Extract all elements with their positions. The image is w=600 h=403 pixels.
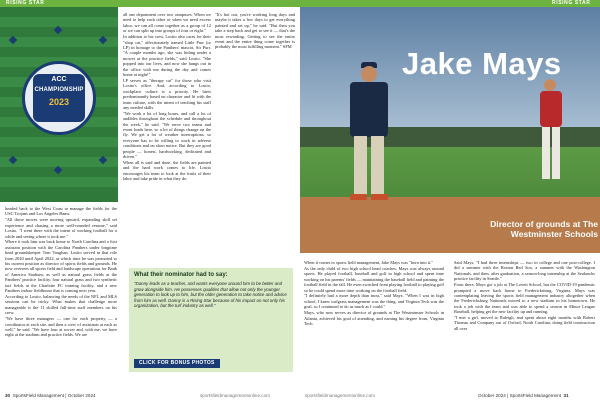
hero-name: Jake Mays bbox=[402, 46, 562, 81]
right-column-a bbox=[304, 260, 444, 327]
jake-mays-photo bbox=[300, 7, 600, 253]
footer-right bbox=[478, 393, 569, 398]
paragraph: According to Losito, balancing the needs of the NFL and MLS sessions can be tricky. What makes that challenge more manageable is the 11 skilled full-time staff members on his crew. bbox=[5, 294, 117, 316]
paragraph: headed back to the West Coast to manage the fields for the USC Trojans and Los Angeles Rams. bbox=[5, 206, 117, 217]
paragraph: Said Mays, "I had three internships — two in college and one post-college. I did a summer with the Boston Red Sox, a summer with the Washington Nationals, and then, after graduation, a season-long internship at the Seahawks practice facility in Seattle." bbox=[454, 260, 595, 282]
left-column-c bbox=[215, 12, 295, 50]
footer-url-left[interactable]: sportsfieldmanagementonline.com bbox=[200, 393, 270, 398]
right-column-b bbox=[454, 260, 595, 332]
nominator-title: What their nominator had to say: bbox=[134, 272, 228, 278]
left-column-b bbox=[123, 12, 211, 182]
paragraph: "It's hot out, you're working long days and maybe it takes a few days to get everything painted and set up," he said. "But then you take a step back and get to see it — that's the most rewarding. Getting to see the entire event and the entire thing come together is probably the most fulfilling moment." SFM bbox=[215, 12, 295, 50]
paragraph: Where it took him was back home to North Carolina and a first assistant position with the Carolina Panthers under longtime head groundskeeper Tom Vaughan. Losito served in that role from 2020 until April 2022, at which time he was promoted to his current position as director of sports fields and grounds. He now oversees all sports field and landscape operations for Bank of America Stadium, as well as natural grass fields at the Panthers' practice facility, four natural grass and two synthetic turf fields at the Charlotte FC training facility, and a new Panthers indoor fieldhouse that is coming next year. bbox=[5, 239, 117, 294]
footer-left bbox=[5, 393, 96, 398]
paragraph: "We have three managers — one for each property — a coordinator at each site, and then a crew of assistants at each as well," he said. "We have four at soccer and, with me, we have eight at the stadium and practice fields. We are bbox=[5, 316, 117, 338]
paragraph: From there, Mays got a job at The Lovett School, but the COVID-19 pandemic prompted a move back home to Fredericksburg, Virginia. Mays was contemplating leaving the sports field management industry altogether when the Fredericksburg Nationals moved to a new stadium in his hometown. He took a job with the team and was able to spend a season in Minor League Baseball, helping get the new facility up and running. bbox=[454, 282, 595, 315]
acc-championship-logo bbox=[22, 61, 96, 135]
page-number-left: 30 bbox=[5, 393, 11, 398]
paragraph: "All those moves were moving upward, expanding skill set experience and chasing a more well-rounded resume," said Losito. "I went there with the intent of working football for a while and seeing where it took me." bbox=[5, 217, 117, 239]
magazine-name-left: SportsField Management | October 2024 bbox=[12, 393, 96, 398]
paragraph: "I met a girl, moved to Raleigh, and spent about eight months with Robert Thomas and Company out of Oxford, North Carolina, doing field construction all over bbox=[454, 315, 595, 331]
magazine-name-right: October 2024 | SportsField Management bbox=[478, 393, 561, 398]
logo-year-text: 2023 bbox=[48, 97, 70, 107]
left-column-a bbox=[5, 206, 117, 338]
section-label-right: RISING STAR bbox=[552, 0, 591, 6]
nominator-box bbox=[129, 268, 293, 372]
nominator-quote: "Danny leads as a teacher, and wants everyone around him to be better and grow alongside him. He possesses qualities that allow not only the younger generation to look up to him, but the older generation to take notice and advice from him as well. Danny is a Rising Star because of his impact on not only his organization, but the turf industry as well." bbox=[134, 281, 287, 309]
championship-logo-photo bbox=[0, 7, 118, 202]
logo-acc-text: ACC bbox=[51, 76, 67, 83]
paragraph: When all is said and done, the fields are painted and the hard work comes to life. Losito encourages his team to look at the fruits of their labor and take pride in what they do. bbox=[123, 159, 211, 182]
paragraph: LP serves as "therapy cat" for those who visit Losito's office. And, according to Losito, workplace culture is a priority. He hires predominantly based on character and fit with the team culture, with the intent of teaching his staff any needed skills. bbox=[123, 77, 211, 110]
paragraph: "I definitely had a more depth than most," said Mays. "When I was in high school, I knew turfgrass management was the thing, and Virginia Tech was the goal, so I continued to do as much as I could." bbox=[304, 293, 444, 310]
bonus-photos-button[interactable]: CLICK FOR BONUS PHOTOS bbox=[134, 359, 220, 368]
hero-role: Director of grounds at The Westminster Schools bbox=[490, 219, 598, 239]
section-label-left: RISING STAR bbox=[6, 0, 45, 6]
page-number-right: 31 bbox=[563, 393, 569, 398]
paragraph: When it comes to sports field management, Jake Mays was "born into it." bbox=[304, 260, 434, 265]
logo-title-text: CHAMPIONSHIP bbox=[34, 87, 84, 93]
paragraph: "We work a lot of long hours, and call a lot of audibles throughout the schedule and throughout the week," he said. "We serve two teams and event loads here, so a lot of things change on the fly. We get a lot of weather interruptions, so everyone has to be willing to work in adverse conditions and on short notice. But they are good people — honest, hardworking, dedicated and driven." bbox=[123, 110, 211, 160]
section-band-left bbox=[0, 0, 300, 7]
paragraph: In addition to his crew, Losito also cares for their "shop cat," affectionately named Little Purr (or LP) in homage to the Panthers' mascot, Sir Purr. "A couple months ago, she was hiding under a mower at the practice fields," said Losito. "She popped into our lives, and now she hangs out in the office with me during the day and comes home at night!" bbox=[123, 34, 211, 77]
paragraph: As the only child of two high school head coaches, Mays was always around sports. He played football, baseball and golf in high school and spent time working on his parents' fields — maintaining the baseball field and painting the football field in the fall. He even switched from playing football to playing golf so he could spend more time working on the football field. bbox=[304, 265, 444, 293]
paragraph: all one department over two campuses. When we need to help each other or when we need excess labor, we can all come together as a group of 12 or we can split up into groups of four or eight." bbox=[123, 12, 211, 34]
footer-url-right[interactable]: sportsfieldmanagementonline.com bbox=[305, 393, 375, 398]
paragraph: Mays, who now serves as director of grounds at The Westminster Schools in Atlanta, achieved his goal of attending, and earning his degree from, Virginia Tech. bbox=[304, 310, 444, 326]
